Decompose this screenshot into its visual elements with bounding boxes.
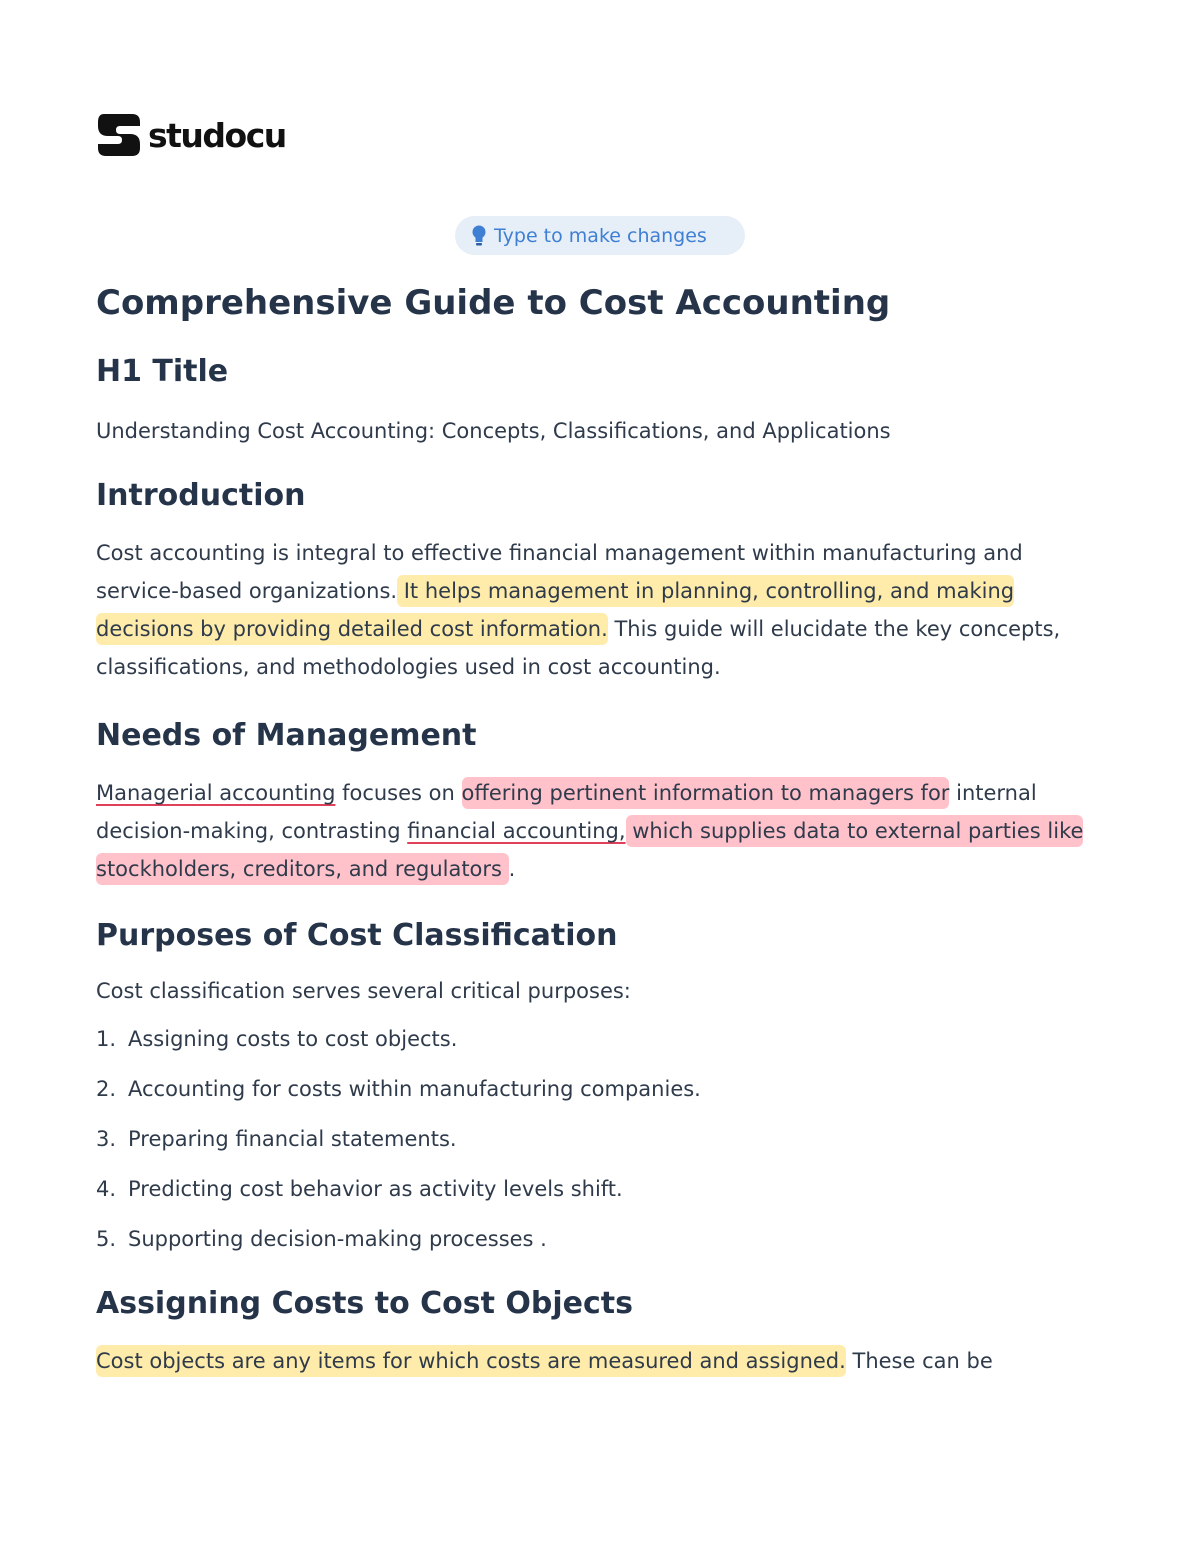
h1-title-heading: H1 Title [96, 354, 229, 389]
list-number: 2. [96, 1077, 117, 1101]
needs-paragraph [96, 774, 1106, 888]
edit-hint-label: Type to make changes [494, 224, 707, 247]
list-item [96, 1214, 1106, 1264]
managerial-accounting-underline: Managerial accounting [96, 781, 336, 805]
intro-highlight: It helps management in planning, controlling, and making decisions by providing detailed cost information. [96, 575, 1014, 645]
assigning-paragraph [96, 1342, 1106, 1380]
list-item [96, 1164, 1106, 1214]
purposes-intro: Cost classification serves several critical purposes: [96, 979, 631, 1003]
list-text: Accounting for costs within manufacturing companies. [128, 1077, 701, 1101]
purposes-heading: Purposes of Cost Classification [96, 918, 618, 953]
studocu-logo[interactable] [94, 110, 286, 160]
list-number: 3. [96, 1127, 117, 1151]
list-number: 4. [96, 1177, 117, 1201]
edit-hint-pill[interactable] [455, 216, 745, 255]
lightbulb-icon [472, 225, 486, 247]
h1-title-text: Understanding Cost Accounting: Concepts, Classifications, and Applications [96, 419, 891, 443]
intro-text-1: Cost accounting is integral to effe [96, 541, 452, 565]
needs-text-3: . [508, 857, 516, 881]
needs-highlight-1: offering pertinent information to managers for [462, 777, 950, 809]
list-number: 1. [96, 1027, 117, 1051]
introduction-paragraph [96, 534, 1106, 686]
needs-of-management-heading: Needs of Management [96, 718, 477, 753]
assigning-costs-heading: Assigning Costs to Cost Objects [96, 1286, 633, 1321]
introduction-heading: Introduction [96, 478, 306, 513]
needs-text-1: focuses on [335, 781, 462, 805]
list-number: 5. [96, 1227, 117, 1251]
document-title: Comprehensive Guide to Cost Accounting [96, 283, 891, 323]
list-text: Preparing financial statements. [128, 1127, 457, 1151]
list-text: Supporting decision-making processes . [128, 1227, 547, 1251]
list-item [96, 1014, 1106, 1064]
financial-accounting-underline: financial accounting, [407, 819, 626, 843]
list-item [96, 1064, 1106, 1114]
assigning-text: These can be [845, 1349, 993, 1373]
purposes-list [96, 1014, 1106, 1264]
needs-highlight-2: which supplies data to external parties like stockholders, creditors, and regulators [96, 815, 1083, 885]
intro-text-3: This guide will elucidate the key concepts, classifications, and methodologies used in cost accounting. [96, 617, 1061, 679]
brand-name: studocu [148, 115, 286, 155]
needs-text-2: internal decision-making, contrasting [96, 781, 1037, 843]
studocu-logo-icon [94, 110, 144, 160]
list-item [96, 1114, 1106, 1164]
document-body [96, 278, 1106, 1380]
intro-text-2: ctive financial management within manufacturing and service-based organizations. [96, 541, 1023, 603]
assigning-highlight: Cost objects are any items for which costs are measured and assigned. [96, 1345, 846, 1377]
list-text: Predicting cost behavior as activity levels shift. [128, 1177, 623, 1201]
list-text: Assigning costs to cost objects. [128, 1027, 458, 1051]
